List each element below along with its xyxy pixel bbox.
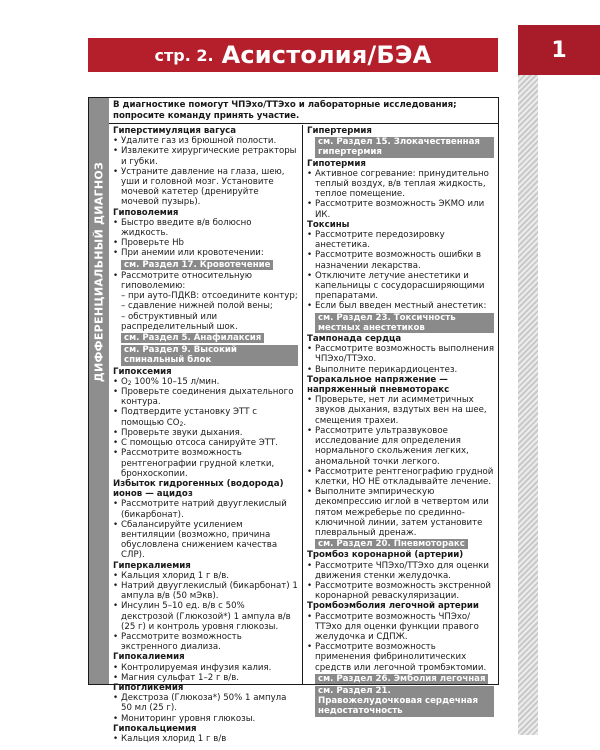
section-heading: Тромбоз коронарной (артерии) bbox=[307, 550, 464, 561]
section-reference: см. Раздел 5. Анафилаксия bbox=[121, 333, 264, 343]
sub-item: – при ауто-ПДКВ: отсоедините контур; bbox=[121, 291, 298, 302]
section-toxins bbox=[307, 220, 494, 333]
list-item: • Рассмотрите возможность выполнения ЧПЭхо/ТТЭхо. bbox=[307, 344, 494, 364]
left-column bbox=[109, 125, 303, 744]
section-reference: см. Раздел 17. Кровотечение bbox=[121, 260, 273, 270]
list-item: • Контролируемая инфузия калия. bbox=[113, 663, 298, 673]
section-heading: Гиперкалиемия bbox=[113, 560, 191, 571]
section-hypovolemia bbox=[113, 208, 298, 366]
sidebar-strip bbox=[89, 98, 109, 684]
section-reference: см. Раздел 23. Токсичность местных анестетиков bbox=[315, 313, 494, 333]
list-item: • Рассмотрите возможность ЭКМО или ИК. bbox=[307, 199, 494, 219]
section-reference: см. Раздел 21. Правожелудочковая сердечная недостаточность bbox=[315, 686, 494, 717]
section-reference: см. Раздел 9. Высокий спинальный блок bbox=[121, 345, 298, 365]
list-item: • Выполните эмпирическую декомпрессию иглой в четвертом или пятом межреберье по срединно-ключичной линии, затем установите плевральный дренаж. bbox=[307, 487, 494, 538]
section-heading: Гипотермия bbox=[307, 158, 366, 169]
section-hypoglycemia bbox=[113, 683, 298, 724]
section-reference: см. Раздел 26. Эмболия легочная bbox=[315, 674, 488, 684]
section-heading: Гиперстимуляция вагуса bbox=[113, 126, 237, 136]
list-item: • Декстроза (Глюкоза*) 50% 1 ампула 50 мл (25 г). bbox=[113, 693, 298, 713]
page-title: Асистолия/БЭА bbox=[221, 41, 432, 69]
section-acidosis bbox=[113, 479, 298, 561]
section-heading: Гипокалиемия bbox=[113, 652, 185, 663]
list-item: • Проверьте Hb bbox=[113, 238, 298, 248]
list-item: • Магния сульфат 1–2 г в/в. bbox=[113, 673, 298, 683]
list-item: • Рассмотрите возможность применения фибринолитических средств или легочной тромбэктомии. bbox=[307, 642, 494, 673]
list-item: • Устраните давление на глаза, шею, уши и головной мозг. Установите мочевой катетер (дренируйте мочевой пузырь). bbox=[113, 167, 298, 208]
section-heading: Гипертермия bbox=[307, 126, 372, 136]
list-item: • Если был введен местный анестетик: bbox=[307, 301, 494, 311]
list-item: • Рассмотрите относительную гиповолемию: bbox=[113, 271, 298, 291]
chapter-tab: 1 bbox=[518, 25, 600, 75]
section-hypothermia bbox=[307, 159, 494, 220]
list-item: • Проверьте, нет ли асимметричных звуков дыхания, вздутых вен на шее, смещения трахеи. bbox=[307, 395, 494, 426]
list-item: • Рассмотрите возможность ошибки в назначении лекарства. bbox=[307, 250, 494, 270]
list-item: • Мониторинг уровня глюкозы. bbox=[113, 714, 298, 724]
list-item: • Рассмотрите рентгенографию грудной клетки, НО НЕ откладывайте лечение. bbox=[307, 467, 494, 487]
section-heading: Гипокальциемия bbox=[113, 723, 197, 734]
list-item: • Натрий двууглекислый (бикарбонат) 1 ампула в/в (50 мЭкв). bbox=[113, 581, 298, 601]
chapter-tab-strip bbox=[518, 75, 538, 735]
list-item: • Удалите газ из брюшной полости. bbox=[113, 136, 298, 146]
section-pulmonary-embolism bbox=[307, 601, 494, 716]
list-item: • $O_2$ 100% 10–15 л/мин. bbox=[113, 377, 298, 387]
list-item: • Сбалансируйте усилением вентиляции (возможно, причина обусловлена снижением качества СЛР). bbox=[113, 520, 298, 561]
sub-item: – сдавление нижней полой вены; bbox=[121, 301, 273, 312]
sub-item: – обструктивный или распределительный шок. bbox=[121, 311, 238, 332]
list-item: • Отключите летучие анестетики и капельницы с сосудорасширяющими препаратами. bbox=[307, 271, 494, 302]
section-heading: Гипоксемия bbox=[113, 366, 172, 377]
section-heading: Торакальное напряжение — напряженный пневмоторакс bbox=[307, 374, 450, 396]
list-item: • Проверьте соединения дыхательного контура. bbox=[113, 387, 298, 407]
list-item: • Активное согревание: принудительно теплый воздух, в/в теплая жидкость, теплое помещение. bbox=[307, 169, 494, 200]
list-item: • Быстро введите в/в болюсно жидкость. bbox=[113, 218, 298, 238]
section-vagus bbox=[113, 126, 298, 208]
list-item: • Выполните перикардиоцентез. bbox=[307, 365, 494, 375]
list-item: • Извлеките хирургические ретракторы и губки. bbox=[113, 146, 298, 166]
section-hypocalcemia bbox=[113, 724, 298, 744]
list-item: • При анемии или кровотечении: bbox=[113, 248, 298, 258]
section-tamponade bbox=[307, 334, 494, 375]
section-hyperthermia bbox=[307, 126, 494, 158]
right-column bbox=[303, 125, 498, 717]
section-pneumothorax bbox=[307, 375, 494, 550]
section-heading: Токсины bbox=[307, 219, 350, 230]
list-item: • Подтвердите установку ЭТТ с помощью $CO_2$. bbox=[113, 407, 298, 427]
page-title-bar bbox=[88, 38, 498, 72]
list-item: • Рассмотрите натрий двууглекислый (бикарбонат). bbox=[113, 499, 298, 519]
list-item: • Рассмотрите возможность экстренной коронарной реваскуляризации. bbox=[307, 581, 494, 601]
section-hyperkalemia bbox=[113, 561, 298, 653]
sidebar-label: ДИФФЕРЕНЦИАЛЬНЫЙ ДИАГНОЗ bbox=[92, 161, 106, 383]
list-item: • Проверьте звуки дыхания. bbox=[113, 428, 298, 438]
list-item: • Инсулин 5–10 ед. в/в с 50% декстрозой (Глюкозой*) 1 ампула в/в (25 г) и контроль уровня глюкозы. bbox=[113, 601, 298, 632]
section-coronary-thrombosis bbox=[307, 550, 494, 601]
section-heading: Тромбоэмболия легочной артерии bbox=[307, 601, 479, 612]
list-item: • С помощью отсоса санируйте ЭТТ. bbox=[113, 438, 298, 448]
list-item: • Кальция хлорид 1 г в/в. bbox=[113, 571, 298, 581]
list-item: • Рассмотрите возможность экстренного диализа. bbox=[113, 632, 298, 652]
section-reference: см. Раздел 15. Злокачественная гипертермия bbox=[315, 137, 494, 157]
section-heading: Избыток гидрогенных (водорода) ионов — ацидоз bbox=[113, 478, 284, 500]
intro-text: В диагностике помогут ЧПЭхо/ТТЭхо и лабораторные исследования; попросите команду принять участие. bbox=[109, 98, 498, 124]
list-item: • Рассмотрите возможность рентгенографии грудной клетки, бронхоскопии. bbox=[113, 448, 298, 479]
section-hypoxemia bbox=[113, 367, 298, 479]
list-item: • Рассмотрите возможность ЧПЭхо/ТТЭхо для оценки функции правого желудочка и СДПЖ. bbox=[307, 612, 494, 643]
list-item: • Кальция хлорид 1 г в/в bbox=[113, 734, 298, 744]
section-hypokalemia bbox=[113, 652, 298, 683]
section-reference: см. Раздел 20. Пневмоторакс bbox=[315, 539, 468, 549]
list-item: • Рассмотрите передозировку анестетика. bbox=[307, 230, 494, 250]
list-item: • Рассмотрите ультразвуковое исследование для определения нормального скольжения легких, аномальной точки легкого. bbox=[307, 426, 494, 467]
section-heading: Гиповолемия bbox=[113, 207, 179, 218]
page-number-prefix: стр. 2. bbox=[154, 45, 214, 65]
differential-diagnosis-panel bbox=[88, 97, 499, 744]
list-item: • Рассмотрите ЧПЭхо/ТТЭхо для оценки движения стенки желудочка. bbox=[307, 561, 494, 581]
section-heading: Тампонада сердца bbox=[307, 334, 402, 345]
section-heading: Гипогликемия bbox=[113, 682, 184, 693]
